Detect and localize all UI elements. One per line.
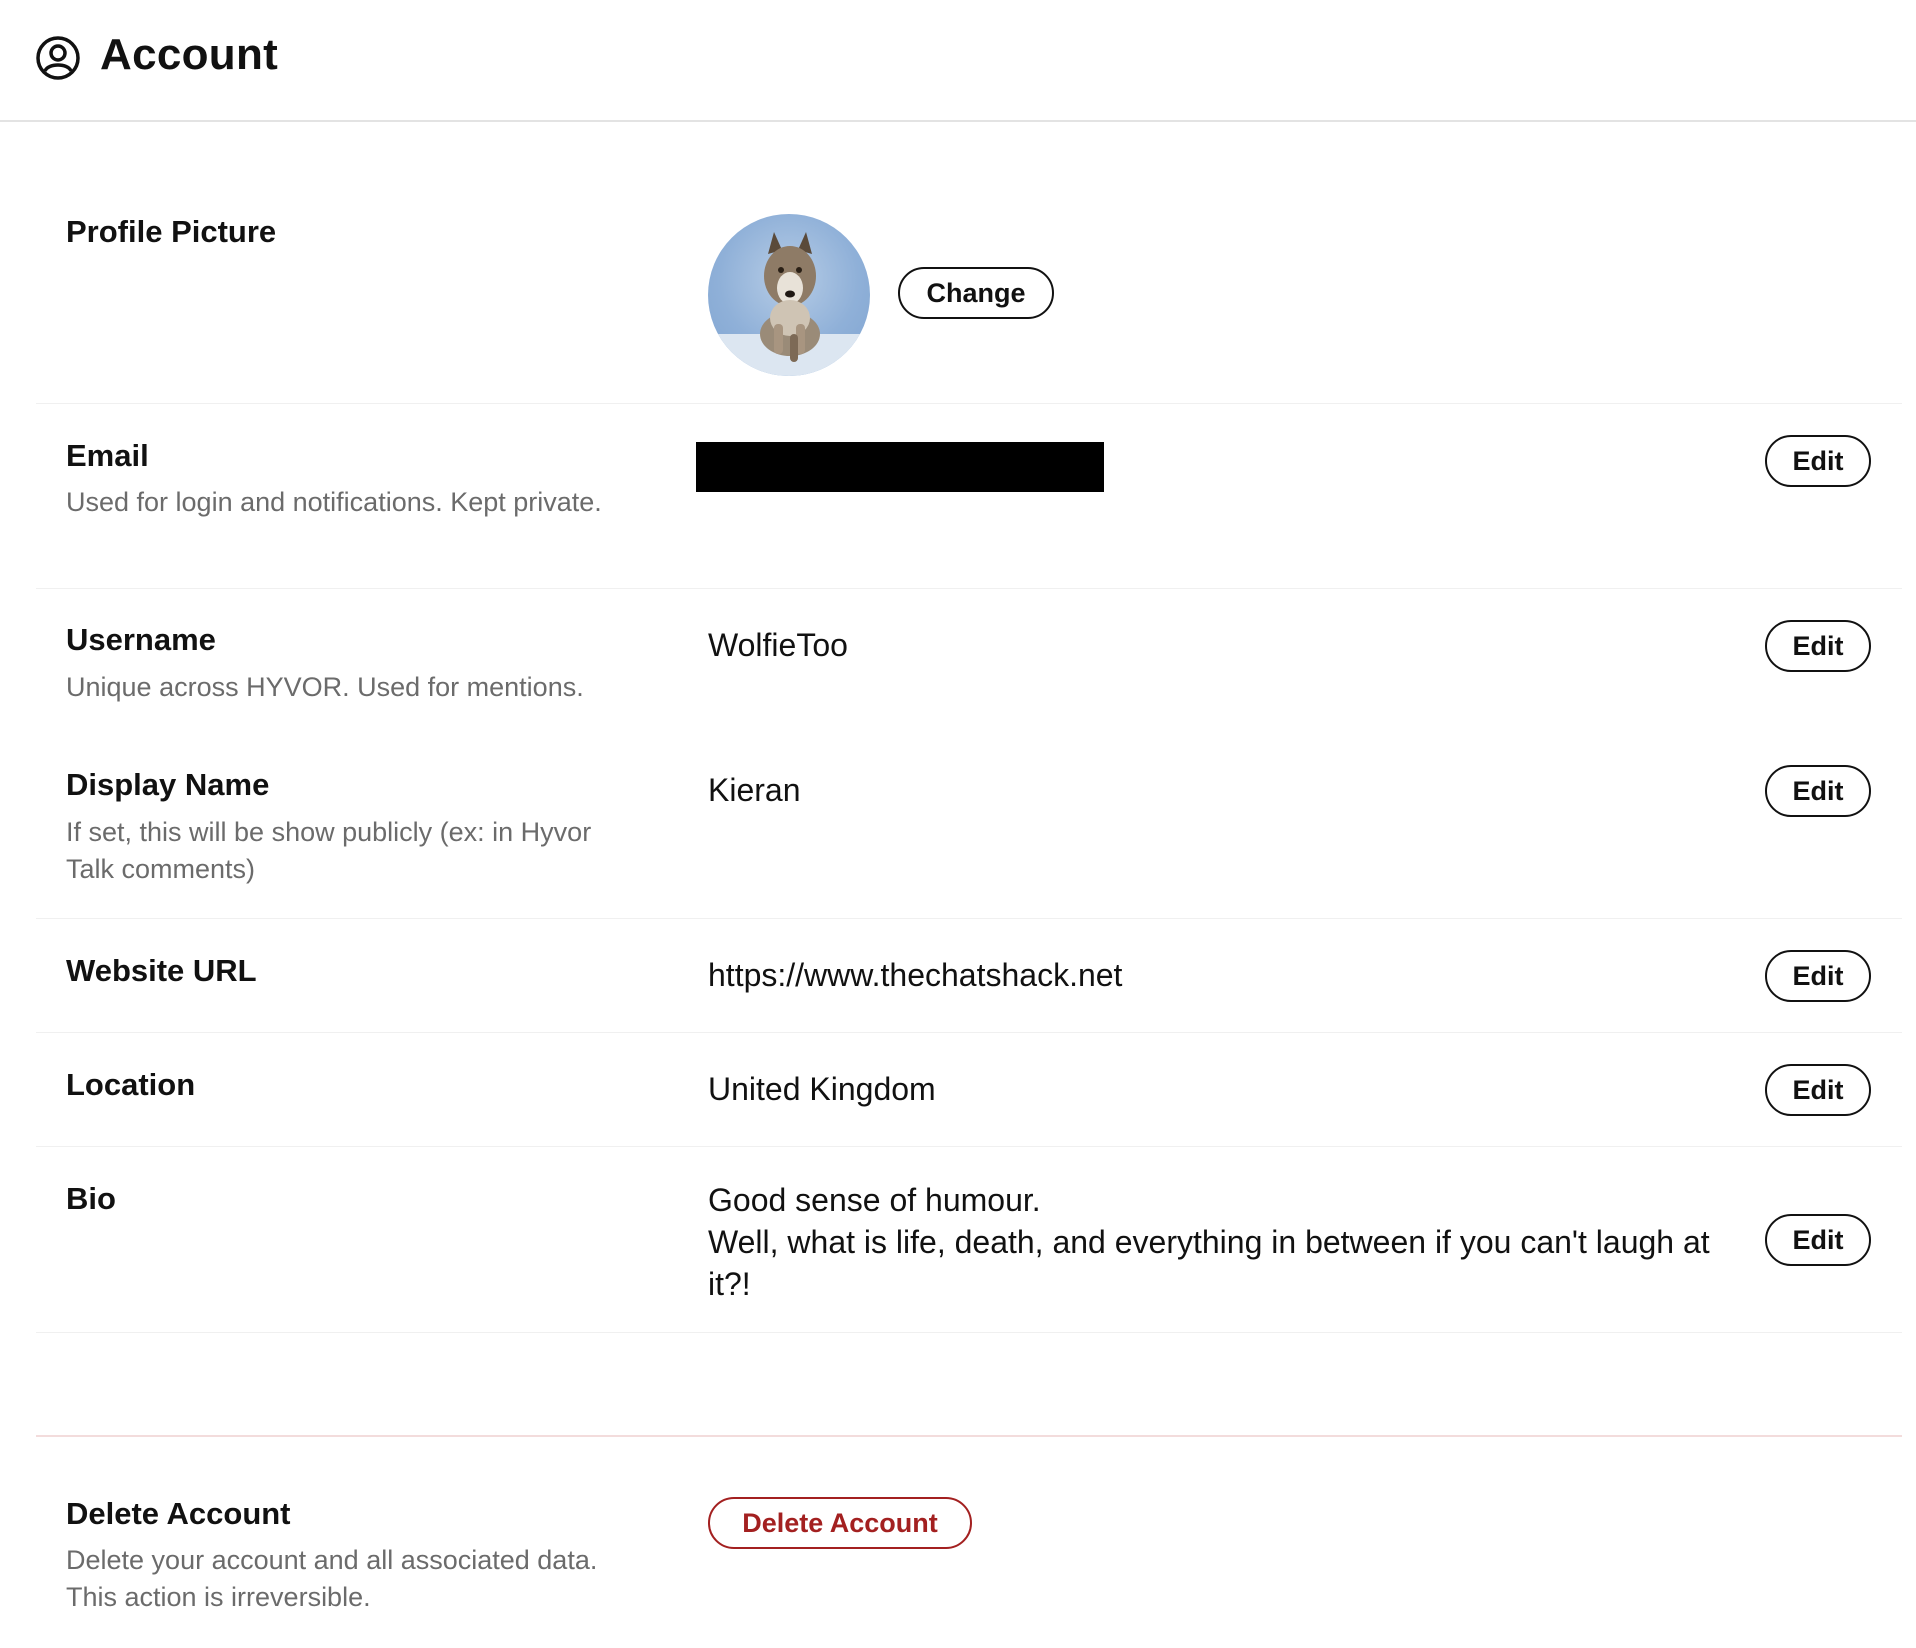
- email-value-redacted: [696, 442, 1104, 492]
- location-row: [36, 1033, 1902, 1147]
- page-title: Account: [100, 30, 279, 79]
- bio-value: [708, 1179, 1728, 1305]
- website-title: Website URL: [66, 953, 257, 988]
- profile-picture-row: [36, 122, 1902, 404]
- bio-row: [36, 1147, 1902, 1333]
- website-value: https://www.thechatshack.net: [708, 957, 1123, 993]
- avatar[interactable]: [708, 214, 870, 376]
- email-description: Used for login and notifications. Kept private.: [66, 487, 602, 517]
- edit-location-button[interactable]: Edit: [1765, 1064, 1871, 1116]
- profile-picture-title: Profile Picture: [66, 214, 277, 249]
- display-name-description: If set, this will be show publicly (ex: in Hyvor Talk comments): [66, 817, 592, 884]
- username-title: Username: [66, 622, 216, 657]
- delete-account-row: [36, 1437, 1902, 1637]
- delete-account-title: Delete Account: [66, 1496, 291, 1531]
- edit-username-button[interactable]: Edit: [1765, 620, 1871, 672]
- edit-display-name-button[interactable]: Edit: [1765, 765, 1871, 817]
- display-name-value: Kieran: [708, 772, 801, 808]
- delete-account-button[interactable]: Delete Account: [708, 1497, 972, 1549]
- email-row: [36, 404, 1902, 589]
- bio-line-2: Well, what is life, death, and everything in between if you can't laugh at it?!: [708, 1224, 1710, 1302]
- delete-account-description: Delete your account and all associated data. This action is irreversible.: [66, 1545, 598, 1612]
- username-row: [36, 589, 1902, 734]
- username-description: Unique across HYVOR. Used for mentions.: [66, 672, 584, 702]
- bio-line-1: Good sense of humour.: [708, 1182, 1041, 1218]
- wolf-avatar-image: [708, 214, 870, 376]
- page-header: [0, 0, 1916, 122]
- edit-email-button[interactable]: Edit: [1765, 435, 1871, 487]
- email-title: Email: [66, 438, 149, 473]
- website-row: [36, 919, 1902, 1033]
- edit-website-button[interactable]: Edit: [1765, 950, 1871, 1002]
- edit-bio-button[interactable]: Edit: [1765, 1214, 1871, 1266]
- location-title: Location: [66, 1067, 196, 1102]
- username-value: WolfieToo: [708, 627, 848, 663]
- display-name-row: [36, 734, 1902, 919]
- location-value: United Kingdom: [708, 1071, 936, 1107]
- user-circle-icon: [35, 35, 81, 81]
- change-picture-button[interactable]: Change: [898, 267, 1054, 319]
- display-name-title: Display Name: [66, 767, 270, 802]
- bio-title: Bio: [66, 1181, 116, 1216]
